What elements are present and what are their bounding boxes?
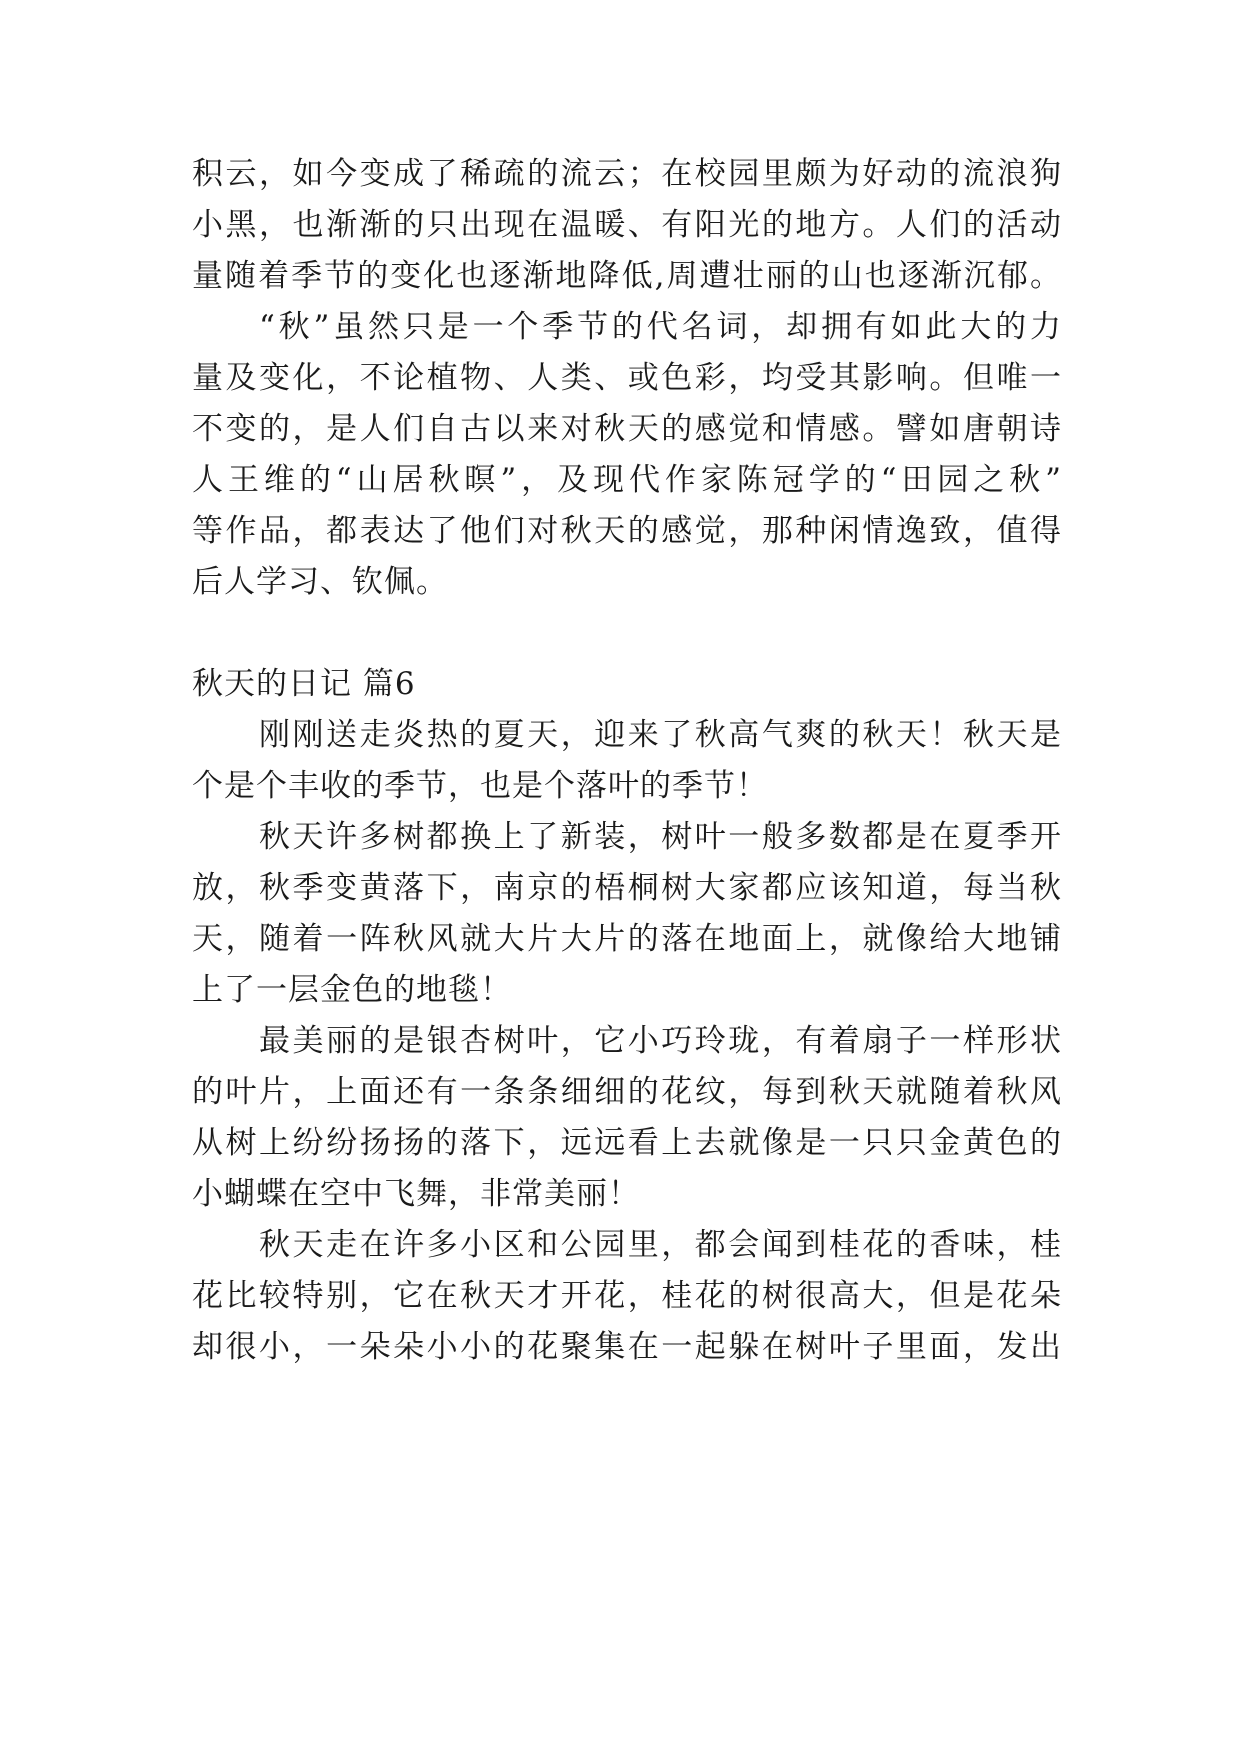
- text-line: 上了一层金色的地毯！: [192, 972, 512, 1008]
- text-line: 人王维的“山居秋暝”，及现代作家陈冠学的“田园之秋”: [192, 462, 1062, 498]
- text-line: 等作品，都表达了他们对秋天的感觉，那种闲情逸致，值得: [192, 513, 1062, 549]
- section-title: 秋天的日记 篇6: [192, 666, 416, 702]
- text-line: 最美丽的是银杏树叶，它小巧玲珑，有着扇子一样形状: [259, 1023, 1062, 1059]
- text-line: 量及变化，不论植物、人类、或色彩，均受其影响。但唯一: [192, 360, 1062, 396]
- text-line: 刚刚送走炎热的夏天，迎来了秋高气爽的秋天！秋天是: [259, 717, 1062, 753]
- text-line: 小蝴蝶在空中飞舞，非常美丽！: [192, 1176, 640, 1212]
- text-line: 小黑，也渐渐的只出现在温暖、有阳光的地方。人们的活动: [192, 207, 1062, 243]
- text-line: 的叶片，上面还有一条条细细的花纹，每到秋天就随着秋风: [192, 1074, 1062, 1110]
- text-line: 量随着季节的变化也逐渐地降低,周遭壮丽的山也逐渐沉郁。: [192, 258, 1062, 294]
- text-line: “秋”虽然只是一个季节的代名词，却拥有如此大的力: [259, 309, 1062, 345]
- text-line: 后人学习、钦佩。: [192, 564, 448, 600]
- text-line: 却很小，一朵朵小小的花聚集在一起躲在树叶子里面，发出: [192, 1329, 1062, 1365]
- text-line: 花比较特别，它在秋天才开花，桂花的树很高大，但是花朵: [192, 1278, 1062, 1314]
- text-line: 积云，如今变成了稀疏的流云；在校园里颇为好动的流浪狗: [192, 156, 1062, 192]
- text-line: 秋天走在许多小区和公园里，都会闻到桂花的香味，桂: [259, 1227, 1062, 1263]
- text-line: 天，随着一阵秋风就大片大片的落在地面上，就像给大地铺: [192, 921, 1062, 957]
- text-line: 不变的，是人们自古以来对秋天的感觉和情感。譬如唐朝诗: [192, 411, 1062, 447]
- text-line: 个是个丰收的季节，也是个落叶的季节！: [192, 768, 768, 804]
- text-line: 秋天许多树都换上了新装，树叶一般多数都是在夏季开: [259, 819, 1062, 855]
- text-line: 放，秋季变黄落下，南京的梧桐树大家都应该知道，每当秋: [192, 870, 1062, 906]
- text-line: 从树上纷纷扬扬的落下，远远看上去就像是一只只金黄色的: [192, 1125, 1062, 1161]
